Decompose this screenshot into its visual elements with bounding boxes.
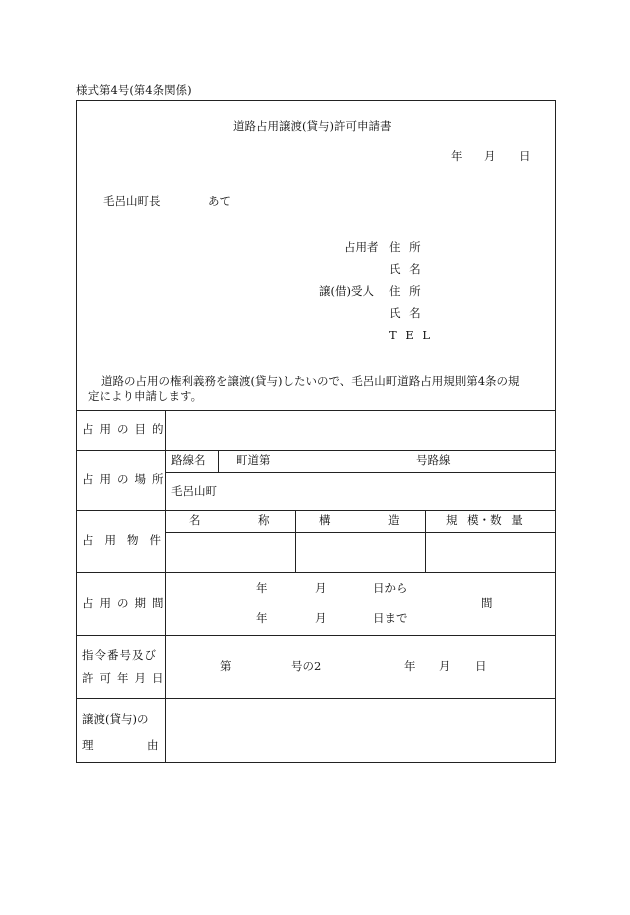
row-divider [165, 472, 556, 473]
transferee-address-label: 住 所 [389, 284, 421, 298]
permit-number-prefix: 第 [220, 659, 232, 673]
reason-label-line-1: 譲渡(貸与)の [82, 712, 149, 726]
items-column-divider [425, 510, 426, 572]
row-divider [165, 532, 556, 533]
permit-label-line-1: 指令番号及び [82, 648, 157, 662]
route-prefix: 町道第 [236, 453, 271, 467]
permit-label-line-2: 許可年月日 [82, 671, 170, 685]
occupant-name-label: 氏 名 [389, 262, 421, 276]
date-day: 日 [519, 149, 531, 163]
period-end-day: 日まで [373, 611, 408, 625]
body-text-line-1: 道路の占用の権利義務を譲渡(貸与)したいので、毛呂山町道路占用規則第4条の規 [101, 374, 520, 388]
route-suffix: 号路線 [416, 453, 451, 467]
row-divider [76, 572, 556, 573]
reason-label-char-2: 由 [147, 738, 159, 752]
occupant-address-label: 住 所 [389, 240, 421, 254]
period-start-month: 月 [315, 581, 327, 595]
items-label: 占用物件 [82, 533, 172, 547]
row-divider [76, 698, 556, 699]
permit-number-suffix: 号の2 [291, 659, 322, 673]
row-divider [76, 450, 556, 451]
table-top-border [76, 410, 556, 411]
items-column-divider [295, 510, 296, 572]
period-end-month: 月 [315, 611, 327, 625]
label-column-border [165, 410, 166, 763]
purpose-label: 占用の目的 [82, 422, 170, 436]
date-year: 年 [451, 149, 463, 163]
town-name: 毛呂山町 [171, 484, 217, 498]
items-col-name: 名 称 [189, 513, 270, 527]
route-name-label: 路線名 [171, 453, 206, 467]
period-start-year: 年 [256, 581, 268, 595]
items-col-scale: 規 模・数 量 [446, 513, 523, 527]
form-title: 道路占用譲渡(貸与)許可申請書 [233, 119, 392, 133]
addressee-name: 毛呂山町長 [103, 194, 161, 208]
transferee-label: 譲(借)受人 [319, 284, 374, 298]
items-col-structure: 構 造 [319, 513, 400, 527]
permit-month: 月 [439, 659, 451, 673]
row-divider [76, 635, 556, 636]
route-name-divider [218, 450, 219, 472]
tel-label: T E L [389, 328, 431, 342]
place-label: 占用の場所 [82, 472, 170, 486]
transferee-name-label: 氏 名 [389, 306, 421, 320]
period-label: 占用の期間 [82, 596, 170, 610]
permit-year: 年 [404, 659, 416, 673]
date-month: 月 [484, 149, 496, 163]
form-number-label: 様式第4号(第4条関係) [76, 83, 192, 97]
period-end-year: 年 [256, 611, 268, 625]
period-duration: 間 [481, 596, 493, 610]
addressee-suffix: あて [208, 194, 231, 208]
permit-day: 日 [475, 659, 487, 673]
body-text-line-2: 定により申請します。 [88, 389, 203, 403]
row-divider [76, 510, 556, 511]
period-start-day: 日から [373, 581, 408, 595]
reason-label-char-1: 理 [82, 738, 94, 752]
occupant-label: 占用者 [344, 240, 379, 254]
